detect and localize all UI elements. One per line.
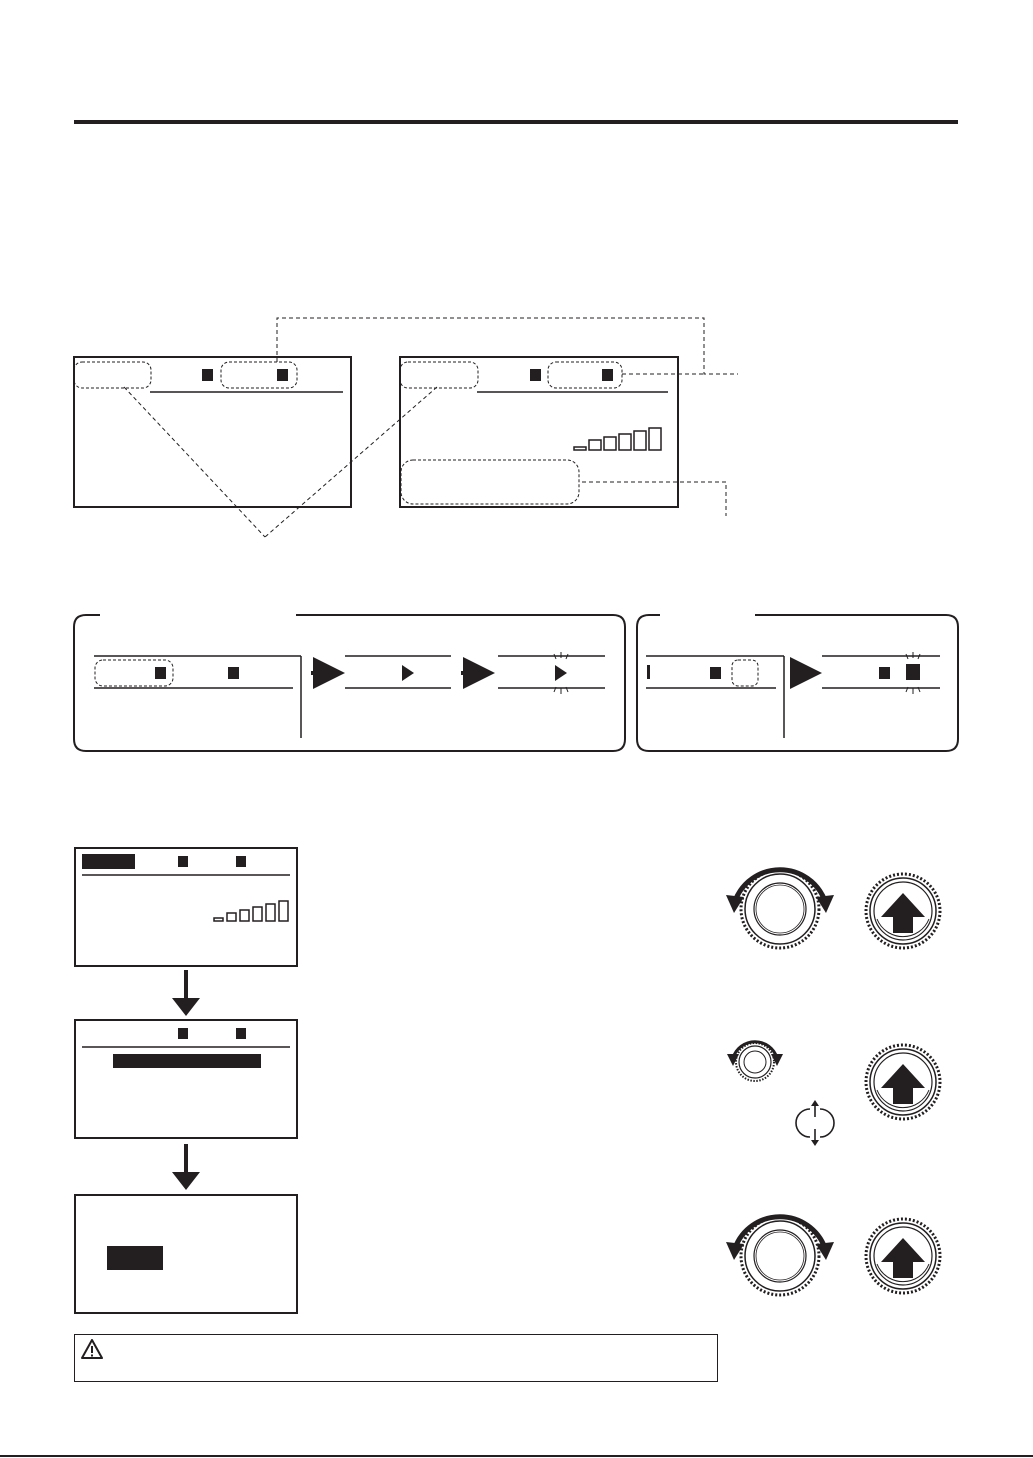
flow-arrow-2-head	[172, 1172, 200, 1190]
flow-arrow-1-head	[172, 998, 200, 1016]
dial-rotate-icon	[726, 1217, 834, 1295]
signal-bar	[253, 907, 262, 921]
sequence-panel-1	[74, 615, 625, 751]
procedure-screen-confirm	[75, 1195, 297, 1313]
signal-bar	[227, 913, 236, 921]
overview-right-screen	[400, 357, 678, 507]
procedure-screen-menu	[75, 1020, 297, 1138]
dial-rotate-icon	[726, 870, 834, 948]
push-button-icon	[866, 874, 940, 948]
signal-bar	[266, 904, 275, 921]
small-dial-icon	[727, 1042, 783, 1081]
overview-left-screen	[74, 357, 351, 507]
push-button-icon	[866, 1045, 940, 1119]
rotate-arrows-icon	[796, 1100, 834, 1146]
caution-box	[74, 1334, 718, 1382]
push-button-icon	[866, 1219, 940, 1293]
procedure-screen-status	[75, 848, 297, 966]
signal-bar	[240, 910, 249, 921]
signal-bar	[604, 437, 616, 450]
signal-bar	[279, 901, 288, 921]
signal-bar	[619, 434, 631, 450]
warning-triangle-icon	[81, 1339, 103, 1359]
signal-bar	[649, 428, 661, 450]
footer-rule	[0, 1455, 1033, 1457]
signal-bar	[214, 918, 223, 921]
signal-bar	[574, 447, 586, 450]
signal-bar	[634, 431, 646, 450]
sequence-panel-2	[637, 615, 958, 751]
signal-bar	[589, 440, 601, 450]
